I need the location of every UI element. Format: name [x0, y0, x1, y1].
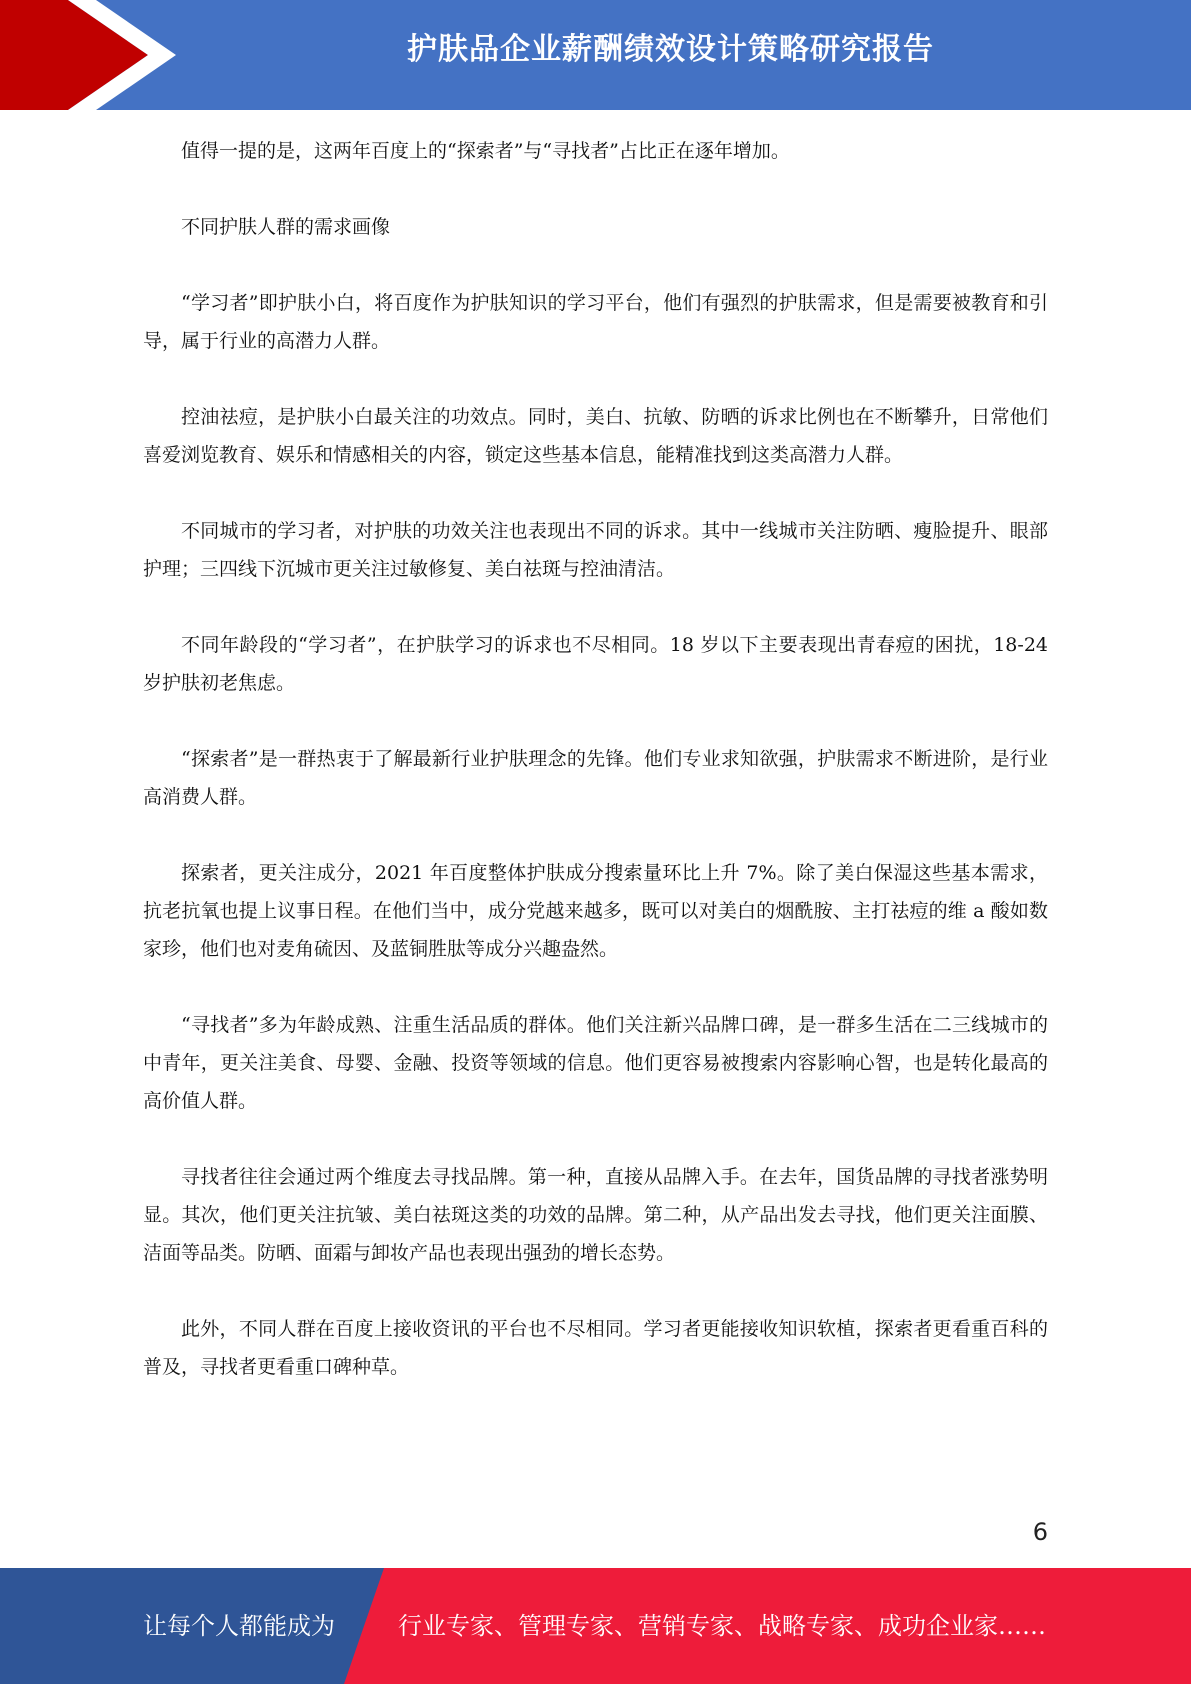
header-red-chevron [0, 0, 148, 110]
paragraph: 此外，不同人群在百度上接收资讯的平台也不尽相同。学习者更能接收知识软植，探索者更看重百科的普及，寻找者更看重口碑种草。 [143, 1318, 1048, 1378]
page-header [0, 0, 1191, 110]
footer-slogan-left: 让每个人都能成为 [143, 1612, 335, 1640]
report-title: 护肤品企业薪酬绩效设计策略研究报告 [407, 32, 934, 67]
footer-slogan-right: 行业专家、管理专家、营销专家、战略专家、成功企业家…… [398, 1612, 1046, 1640]
body-text [143, 132, 1048, 1424]
paragraph: 值得一提的是，这两年百度上的“探索者”与“寻找者”占比正在逐年增加。 [181, 140, 790, 162]
paragraph: “学习者”即护肤小白，将百度作为护肤知识的学习平台，他们有强烈的护肤需求，但是需要被教育和引导，属于行业的高潜力人群。 [143, 292, 1048, 352]
paragraph: 不同城市的学习者，对护肤的功效关注也表现出不同的诉求。其中一线城市关注防晒、瘦脸提升、眼部护理；三四线下沉城市更关注过敏修复、美白祛斑与控油清洁。 [143, 520, 1048, 580]
paragraph: 探索者，更关注成分，2021 年百度整体护肤成分搜索量环比上升 7%。除了美白保湿这些基本需求，抗老抗氧也提上议事日程。在他们当中，成分党越来越多，既可以对美白的烟酰胺、主打祛痘的维 a 酸如数家珍，他们也对麦角硫因、及蓝铜胜肽等成分兴趣盎然。 [143, 862, 1048, 960]
page-number: 6 [1032, 1518, 1048, 1546]
page-footer [0, 1568, 1191, 1684]
section-heading: 不同护肤人群的需求画像 [181, 216, 391, 238]
paragraph: 控油祛痘，是护肤小白最关注的功效点。同时，美白、抗敏、防晒的诉求比例也在不断攀升，日常他们喜爱浏览教育、娱乐和情感相关的内容，锁定这些基本信息，能精准找到这类高潜力人群。 [143, 406, 1048, 466]
paragraph: “探索者”是一群热衷于了解最新行业护肤理念的先锋。他们专业求知欲强，护肤需求不断进阶，是行业高消费人群。 [143, 748, 1048, 808]
paragraph: 不同年龄段的“学习者”，在护肤学习的诉求也不尽相同。18 岁以下主要表现出青春痘的困扰，18-24 岁护肤初老焦虑。 [143, 634, 1048, 694]
paragraph: “寻找者”多为年龄成熟、注重生活品质的群体。他们关注新兴品牌口碑，是一群多生活在二三线城市的中青年，更关注美食、母婴、金融、投资等领域的信息。他们更容易被搜索内容影响心智，也是转化最高的高价值人群。 [143, 1014, 1048, 1112]
paragraph: 寻找者往往会通过两个维度去寻找品牌。第一种，直接从品牌入手。在去年，国货品牌的寻找者涨势明显。其次，他们更关注抗皱、美白祛斑这类的功效的品牌。第二种，从产品出发去寻找，他们更关注面膜、洁面等品类。防晒、面霜与卸妆产品也表现出强劲的增长态势。 [143, 1166, 1048, 1264]
